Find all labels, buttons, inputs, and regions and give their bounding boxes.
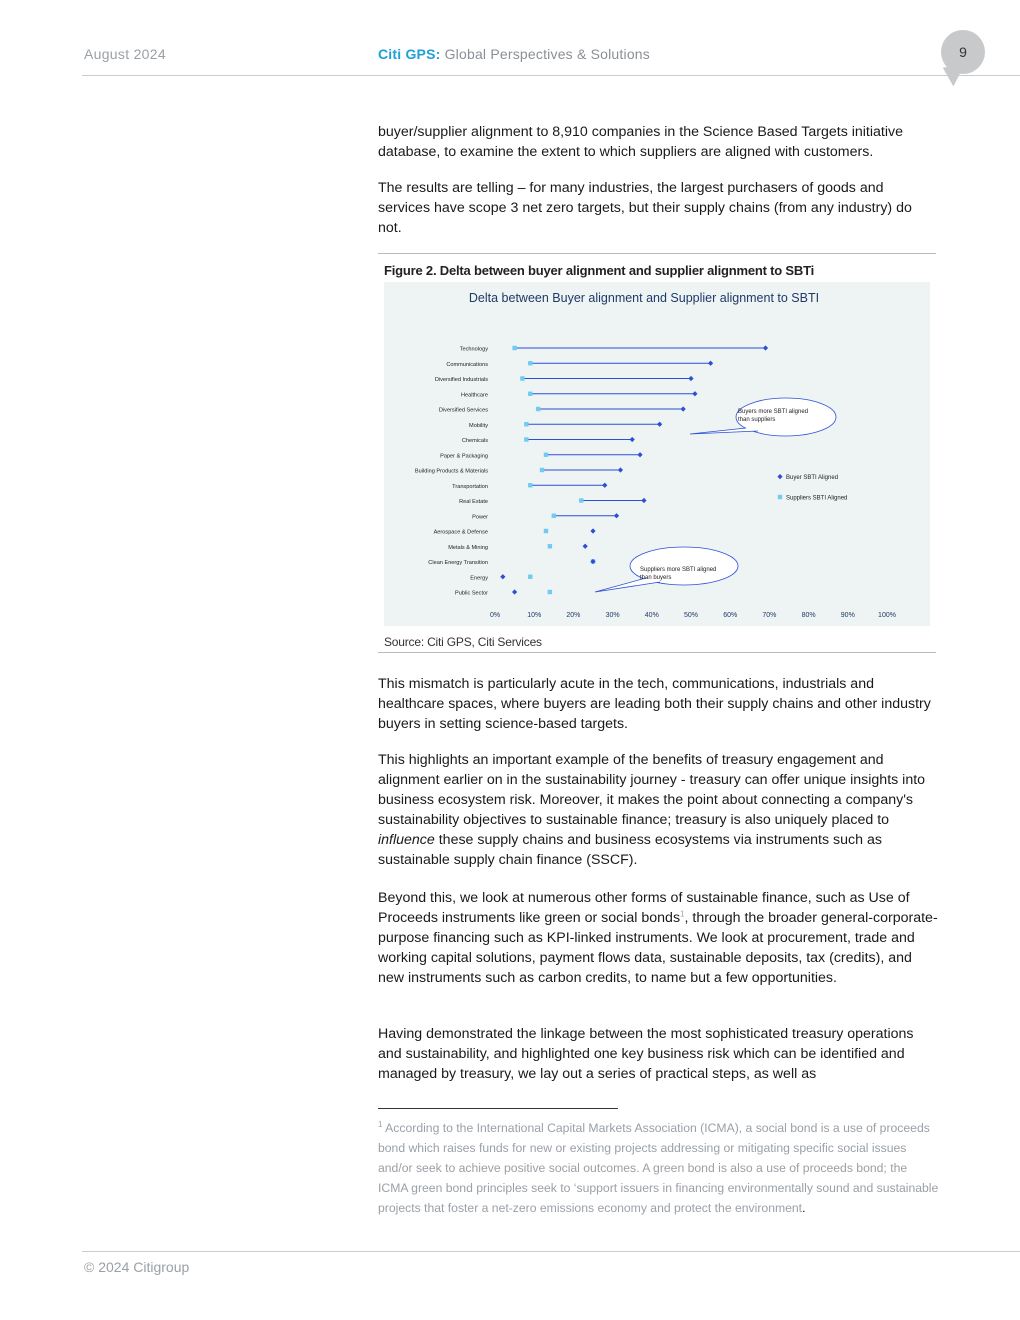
supplier-point [552, 514, 556, 518]
supplier-point [524, 422, 528, 426]
category-label: Chemicals [461, 438, 488, 444]
buyer-point [637, 452, 642, 457]
chart-title: Delta between Buyer alignment and Supplier alignment to SBTI [468, 291, 820, 305]
page-number-badge [941, 30, 985, 74]
figure-source: Source: Citi GPS, Citi Services [384, 635, 542, 649]
callout-text-suppliers-line2: than buyers [640, 575, 672, 581]
category-label: Aerospace & Defense [433, 529, 488, 536]
legend-buyer-label: Buyer SBTI Aligned [786, 475, 839, 481]
buyer-point [708, 361, 713, 366]
x-tick-label: 80% [801, 612, 816, 619]
footnote-marker: 1 [378, 1119, 383, 1129]
category-label: Paper & Packaging [440, 453, 488, 460]
chart-panel [384, 282, 930, 626]
buyer-point [692, 391, 697, 396]
supplier-point [548, 544, 552, 548]
supplier-point [520, 376, 524, 380]
header-rule [82, 75, 1020, 76]
x-tick-label: 20% [566, 612, 581, 619]
footnote-rule [378, 1108, 618, 1109]
category-label: Healthcare [460, 392, 488, 399]
footnote: $^1$ According to the International Capital Markets Association (ICMA), a social bond is a use of proceeds bond which raises funds for new or existing projects addressing or mitigating specific social issues and/or seek to achieve positive social outcomes. A green bond is also a use of proceeds bond; the ICMA green bond principles seek to ‘support issuers in financing environmentally sound and sustainable projects that foster a net-zero emissions economy and protect the environment. [378, 1119, 939, 1215]
x-tick-label: 30% [605, 612, 620, 619]
category-label: Metals & Mining [448, 544, 488, 551]
supplier-point [528, 392, 532, 396]
supplier-point [536, 407, 540, 411]
figure-top-rule [378, 253, 936, 254]
callout-text-buyers: Buyers more SBTI aligned [738, 409, 809, 415]
x-tick-label: 100% [878, 612, 896, 619]
brand-tagline: Global Perspectives & Solutions [440, 46, 650, 62]
buyer-point [500, 574, 505, 579]
buyer-point [512, 589, 517, 594]
emphasis-influence: influence [378, 832, 435, 848]
buyer-point [681, 406, 686, 411]
header-brand [378, 46, 650, 62]
category-label: Mobility [469, 422, 488, 429]
buyer-point [641, 498, 646, 503]
x-tick-label: 10% [527, 612, 542, 619]
paragraph-5: Beyond this, we look at numerous other forms of sustainable finance, such as Use of Proceeds instruments like green or social bonds$^1$, through the broader general-corporate-purpose financing such as KPI-linked instruments. We look at procurement, trade and working capital solutions, payment flows data, sustainable deposits, tax (credits), and new instruments such as carbon credits, to name but a few opportunities. [378, 890, 938, 986]
dot-range-chart [384, 282, 930, 626]
category-label: Transportation [452, 483, 488, 490]
buyer-point [614, 513, 619, 518]
footnote-text: According to the International Capital Markets Association (ICMA), a social bond is a use of proceeds bond which raises funds for new or existing projects addressing or mitigating specific social issues and/or seek to achieve positive social outcomes. A green bond is also a use of proceeds bond; the ICMA green bond principles seek to ‘support issuers in financing environmentally sound and sustainable projects that foster a net-zero emissions economy and protect the environment [378, 1121, 939, 1215]
supplier-point [528, 575, 532, 579]
supplier-point [548, 590, 552, 594]
footer-rule [82, 1251, 1020, 1252]
callout-pointer-buyers [690, 428, 758, 434]
buyer-point [590, 528, 595, 533]
category-label: Building Products & Materials [414, 468, 488, 475]
x-tick-label: 90% [840, 612, 855, 619]
paragraph-3: This mismatch is particularly acute in the tech, communications, industrials and healthcare spaces, where buyers are leading both their supply chains and other industry buyers in setting science-based targets. [378, 676, 931, 732]
buyer-point [657, 422, 662, 427]
paragraph-2: The results are telling – for many industries, the largest purchasers of goods and services have scope 3 net zero targets, but their supply chains (from any industry) do not. [378, 180, 912, 236]
callout-text-suppliers: Suppliers more SBTI aligned [640, 567, 717, 573]
figure-title: Figure 2. Delta between buyer alignment and supplier alignment to SBTi [384, 263, 814, 278]
buyer-point [602, 483, 607, 488]
category-label: Energy [470, 575, 488, 582]
supplier-point [544, 453, 548, 457]
legend-buyer-marker [777, 474, 782, 479]
brand-name: Citi GPS: [378, 46, 441, 62]
category-label: Public Sector [455, 590, 488, 597]
category-label: Diversified Industrials [434, 377, 488, 383]
legend-supplier-marker [778, 495, 782, 499]
buyer-point [618, 467, 623, 472]
buyer-point [583, 544, 588, 549]
footer-copyright: © 2024 Citigroup [84, 1259, 190, 1275]
supplier-point [528, 361, 532, 365]
page-number: 9 [959, 44, 967, 60]
paragraph-1: buyer/supplier alignment to 8,910 companies in the Science Based Targets initiative database, to examine the extent to which suppliers are aligned with customers. [378, 124, 903, 160]
supplier-point [524, 437, 528, 441]
supplier-point [512, 346, 516, 350]
category-label: Clean Energy Transition [428, 560, 488, 566]
paragraph-4: This highlights an important example of the benefits of treasury engagement and alignment earlier on in the sustainability journey - treasury can offer unique insights into business ecosystem risk. Moreover, it makes the point about connecting a company's sustainability objectives to sustainable finance; treasury is also uniquely placed to influence these supply chains and business ecosystems via instruments such as sustainable supply chain finance (SSCF). [378, 752, 926, 868]
header-date: August 2024 [84, 46, 166, 62]
supplier-point [528, 483, 532, 487]
footnote-ref[interactable]: 1 [680, 909, 685, 919]
category-label: Power [472, 514, 488, 521]
category-label: Technology [459, 346, 488, 353]
paragraph-6: Having demonstrated the linkage between the most sophisticated treasury operations and sustainability, and highlighted one key business risk which can be identified and managed by treasury, we lay out a series of practical steps, as well as [378, 1026, 914, 1082]
callout-text-buyers-line2: than suppliers [738, 417, 776, 423]
legend-supplier-label: Suppliers SBTI Aligned [786, 495, 848, 502]
figure-bottom-rule [378, 652, 936, 653]
category-label: Diversified Services [438, 407, 488, 414]
buyer-point [630, 437, 635, 442]
x-tick-label: 60% [723, 612, 738, 619]
buyer-point [688, 376, 693, 381]
x-tick-label: 40% [644, 612, 659, 619]
supplier-point [540, 468, 544, 472]
x-tick-label: 70% [762, 612, 777, 619]
x-tick-label: 50% [683, 612, 699, 619]
buyer-point [763, 345, 768, 350]
supplier-point [544, 529, 548, 533]
category-label: Real Estate [459, 499, 488, 505]
x-tick-label: 0% [489, 612, 501, 619]
category-label: Communications [446, 361, 488, 368]
supplier-point [579, 498, 583, 502]
